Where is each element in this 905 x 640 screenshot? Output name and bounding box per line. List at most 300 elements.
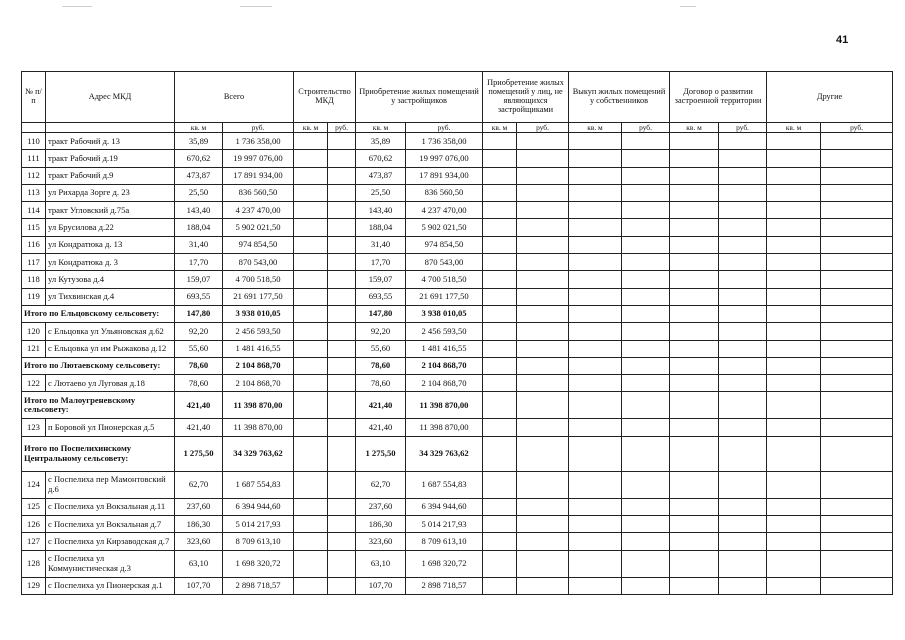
purchase-area: 25,50: [356, 184, 406, 201]
empty-cell: [670, 533, 719, 550]
empty-cell: [483, 202, 517, 219]
construction-area: [294, 323, 328, 340]
total-area: 143,40: [175, 202, 223, 219]
row-number: 116: [22, 236, 46, 253]
empty-cell: [483, 498, 517, 515]
empty-cell: [517, 167, 569, 184]
construction-area: [294, 133, 328, 150]
empty-cell: [767, 550, 821, 577]
empty-cell: [821, 202, 893, 219]
empty-cell: [670, 271, 719, 288]
empty-cell: [670, 288, 719, 305]
construction-rub: [328, 271, 356, 288]
empty-cell: [622, 516, 670, 533]
empty-cell: [569, 533, 622, 550]
empty-cell: [622, 375, 670, 392]
purchase-rub: 5 902 021,50: [406, 219, 483, 236]
empty-cell: [719, 550, 767, 577]
empty-cell: [767, 219, 821, 236]
total-area: 92,20: [175, 323, 223, 340]
col-header-buyout: Выкуп жилых помещений у собственников: [569, 72, 670, 123]
subtotal-row: [22, 436, 893, 471]
empty-cell: [821, 305, 893, 322]
col-header-development-agreement: Договор о развитии застроенной территории: [670, 72, 767, 123]
empty-cell: [483, 305, 517, 322]
purchase-rub: 1 736 358,00: [406, 133, 483, 150]
total-area: 421,40: [175, 392, 223, 419]
total-area: 323,60: [175, 533, 223, 550]
empty-cell: [569, 184, 622, 201]
subtotal-label: Итого по Ельцовскому сельсовету:: [22, 305, 175, 322]
total-rub: 974 854,50: [223, 236, 294, 253]
empty-cell: [622, 340, 670, 357]
unit-label: кв. м: [670, 123, 719, 133]
total-area: 237,60: [175, 498, 223, 515]
row-address: с Поспелиха ул Кирзаводская д.7: [46, 533, 175, 550]
empty-cell: [821, 167, 893, 184]
empty-cell: [670, 236, 719, 253]
row-address: ул Кутузова д.4: [46, 271, 175, 288]
empty-cell: [821, 436, 893, 471]
row-number: 129: [22, 577, 46, 594]
total-rub: 2 104 868,70: [223, 375, 294, 392]
empty-cell: [670, 550, 719, 577]
col-header-purchase-developers: Приобретение жилых помещений у застройщиков: [356, 72, 483, 123]
empty-cell: [569, 498, 622, 515]
purchase-area: 35,89: [356, 133, 406, 150]
empty-cell: [517, 419, 569, 436]
construction-area: [294, 357, 328, 374]
total-area: 55,60: [175, 340, 223, 357]
construction-rub: [328, 471, 356, 498]
row-address: тракт Рабочий д.19: [46, 150, 175, 167]
empty-cell: [517, 340, 569, 357]
row-address: п Боровой ул Пионерская д.5: [46, 419, 175, 436]
table-row: [22, 288, 893, 305]
table-row: [22, 323, 893, 340]
construction-rub: [328, 516, 356, 533]
table-row: [22, 471, 893, 498]
construction-rub: [328, 184, 356, 201]
empty-cell: [719, 323, 767, 340]
empty-cell: [670, 305, 719, 322]
total-rub: 11 398 870,00: [223, 419, 294, 436]
purchase-area: 323,60: [356, 533, 406, 550]
empty-cell: [569, 471, 622, 498]
row-number: 126: [22, 516, 46, 533]
construction-area: [294, 419, 328, 436]
empty-cell: [821, 375, 893, 392]
purchase-rub: 34 329 763,62: [406, 436, 483, 471]
purchase-rub: 6 394 944,60: [406, 498, 483, 515]
empty-cell: [622, 357, 670, 374]
construction-area: [294, 202, 328, 219]
construction-rub: [328, 419, 356, 436]
empty-cell: [483, 357, 517, 374]
empty-cell: [767, 271, 821, 288]
total-rub: 4 237 470,00: [223, 202, 294, 219]
empty-cell: [622, 323, 670, 340]
row-number: 118: [22, 271, 46, 288]
purchase-rub: 1 481 416,55: [406, 340, 483, 357]
table-row: [22, 533, 893, 550]
empty-cell: [517, 271, 569, 288]
empty-cell: [569, 392, 622, 419]
row-address: тракт Рабочий д.9: [46, 167, 175, 184]
purchase-area: 693,55: [356, 288, 406, 305]
empty-cell: [622, 219, 670, 236]
purchase-rub: 4 237 470,00: [406, 202, 483, 219]
empty-cell: [821, 533, 893, 550]
row-address: с Ельцовка ул им Рыжакова д.12: [46, 340, 175, 357]
unit-label: кв. м: [569, 123, 622, 133]
scan-line-3: [680, 6, 696, 7]
empty-cell: [517, 533, 569, 550]
empty-cell: [670, 471, 719, 498]
purchase-rub: 3 938 010,05: [406, 305, 483, 322]
total-rub: 4 700 518,50: [223, 271, 294, 288]
empty-cell: [569, 288, 622, 305]
row-number: 115: [22, 219, 46, 236]
row-address: с Ельцовка ул Ульяновская д.62: [46, 323, 175, 340]
empty-cell: [719, 533, 767, 550]
construction-area: [294, 471, 328, 498]
unit-label: руб.: [821, 123, 893, 133]
empty-cell: [517, 577, 569, 594]
construction-area: [294, 271, 328, 288]
empty-cell: [719, 392, 767, 419]
unit-label: кв. м: [294, 123, 328, 133]
empty-cell: [569, 340, 622, 357]
empty-cell: [719, 305, 767, 322]
subtotal-label: Итого по Малоугреневскому сельсовету:: [22, 392, 175, 419]
purchase-rub: 836 560,50: [406, 184, 483, 201]
construction-area: [294, 236, 328, 253]
empty-cell: [569, 133, 622, 150]
empty-cell: [719, 436, 767, 471]
empty-cell: [517, 392, 569, 419]
empty-cell: [517, 471, 569, 498]
empty-cell: [767, 516, 821, 533]
empty-cell: [517, 184, 569, 201]
empty-cell: [622, 167, 670, 184]
table-row: [22, 577, 893, 594]
construction-area: [294, 577, 328, 594]
purchase-area: 62,70: [356, 471, 406, 498]
purchase-rub: 870 543,00: [406, 254, 483, 271]
construction-area: [294, 305, 328, 322]
table-row: [22, 271, 893, 288]
empty-cell: [670, 436, 719, 471]
row-address: ул Кондратюка д. 3: [46, 254, 175, 271]
row-number: 114: [22, 202, 46, 219]
purchase-area: 78,60: [356, 357, 406, 374]
empty-cell: [483, 550, 517, 577]
row-number: 111: [22, 150, 46, 167]
empty-cell: [821, 498, 893, 515]
total-rub: 3 938 010,05: [223, 305, 294, 322]
empty-cell: [821, 271, 893, 288]
empty-cell: [719, 357, 767, 374]
unit-label: руб.: [517, 123, 569, 133]
row-number: 127: [22, 533, 46, 550]
row-number: 124: [22, 471, 46, 498]
empty-cell: [821, 288, 893, 305]
table-row: [22, 254, 893, 271]
construction-area: [294, 550, 328, 577]
table-row: [22, 167, 893, 184]
empty-cell: [719, 498, 767, 515]
empty-cell: [670, 323, 719, 340]
empty-cell: [670, 340, 719, 357]
construction-rub: [328, 375, 356, 392]
empty-cell: [821, 357, 893, 374]
unit-label: руб.: [622, 123, 670, 133]
total-area: 473,87: [175, 167, 223, 184]
empty-cell: [569, 150, 622, 167]
total-area: 107,70: [175, 577, 223, 594]
empty-cell: [670, 392, 719, 419]
empty-cell: [719, 340, 767, 357]
construction-area: [294, 340, 328, 357]
construction-area: [294, 219, 328, 236]
empty-cell: [767, 357, 821, 374]
construction-rub: [328, 357, 356, 374]
table-row: [22, 202, 893, 219]
purchase-rub: 11 398 870,00: [406, 392, 483, 419]
purchase-area: 143,40: [356, 202, 406, 219]
table-row: [22, 133, 893, 150]
row-number: 112: [22, 167, 46, 184]
unit-label: кв. м: [175, 123, 223, 133]
empty-cell: [821, 471, 893, 498]
empty-cell: [483, 150, 517, 167]
subtotal-label: Итого по Лютаевскому сельсовету:: [22, 357, 175, 374]
empty-cell: [821, 236, 893, 253]
construction-area: [294, 392, 328, 419]
total-rub: 6 394 944,60: [223, 498, 294, 515]
empty-cell: [517, 305, 569, 322]
empty-cell: [767, 436, 821, 471]
row-address: с Поспелиха ул Коммунистическая д.3: [46, 550, 175, 577]
purchase-area: 55,60: [356, 340, 406, 357]
empty-cell: [622, 533, 670, 550]
total-area: 78,60: [175, 375, 223, 392]
empty-cell: [767, 254, 821, 271]
empty-cell: [483, 516, 517, 533]
purchase-rub: 2 104 868,70: [406, 375, 483, 392]
construction-rub: [328, 533, 356, 550]
total-rub: 836 560,50: [223, 184, 294, 201]
purchase-area: 421,40: [356, 419, 406, 436]
table-row: [22, 150, 893, 167]
empty-cell: [483, 271, 517, 288]
empty-cell: [483, 288, 517, 305]
empty-cell: [821, 184, 893, 201]
total-rub: 5 014 217,93: [223, 516, 294, 533]
total-rub: 21 691 177,50: [223, 288, 294, 305]
empty-cell: [821, 340, 893, 357]
purchase-rub: 4 700 518,50: [406, 271, 483, 288]
empty-cell: [719, 184, 767, 201]
subtotal-row: [22, 305, 893, 322]
total-area: 188,04: [175, 219, 223, 236]
empty-cell: [483, 471, 517, 498]
unit-label: кв. м: [767, 123, 821, 133]
row-number: 113: [22, 184, 46, 201]
empty-cell: [622, 471, 670, 498]
purchase-rub: 1 698 320,72: [406, 550, 483, 577]
empty-cell: [767, 167, 821, 184]
unit-blank: [46, 123, 175, 133]
row-address: ул Кондратюка д. 13: [46, 236, 175, 253]
empty-cell: [517, 375, 569, 392]
total-area: 186,30: [175, 516, 223, 533]
total-area: 670,62: [175, 150, 223, 167]
empty-cell: [569, 375, 622, 392]
total-rub: 2 456 593,50: [223, 323, 294, 340]
construction-rub: [328, 436, 356, 471]
empty-cell: [719, 419, 767, 436]
construction-area: [294, 516, 328, 533]
empty-cell: [517, 323, 569, 340]
empty-cell: [767, 184, 821, 201]
empty-cell: [622, 184, 670, 201]
empty-cell: [517, 498, 569, 515]
construction-rub: [328, 305, 356, 322]
empty-cell: [719, 254, 767, 271]
empty-cell: [821, 219, 893, 236]
empty-cell: [569, 236, 622, 253]
subtotal-label: Итого по Поспелихинскому Центральному сельсовету:: [22, 436, 175, 471]
total-rub: 1 481 416,55: [223, 340, 294, 357]
construction-area: [294, 533, 328, 550]
empty-cell: [719, 375, 767, 392]
empty-cell: [569, 550, 622, 577]
total-area: 147,80: [175, 305, 223, 322]
empty-cell: [821, 254, 893, 271]
purchase-rub: 2 898 718,57: [406, 577, 483, 594]
empty-cell: [719, 236, 767, 253]
construction-area: [294, 167, 328, 184]
empty-cell: [670, 202, 719, 219]
empty-cell: [517, 150, 569, 167]
total-rub: 2 898 718,57: [223, 577, 294, 594]
empty-cell: [569, 357, 622, 374]
subtotal-row: [22, 357, 893, 374]
empty-cell: [767, 498, 821, 515]
empty-cell: [622, 550, 670, 577]
purchase-area: 1 275,50: [356, 436, 406, 471]
total-rub: 8 709 613,10: [223, 533, 294, 550]
empty-cell: [719, 202, 767, 219]
empty-cell: [670, 184, 719, 201]
total-area: 62,70: [175, 471, 223, 498]
construction-rub: [328, 498, 356, 515]
total-area: 1 275,50: [175, 436, 223, 471]
empty-cell: [821, 550, 893, 577]
empty-cell: [569, 202, 622, 219]
unit-blank: [22, 123, 46, 133]
empty-cell: [767, 202, 821, 219]
table-row: [22, 184, 893, 201]
row-address: с Поспелиха пер Мамонтовский д.6: [46, 471, 175, 498]
empty-cell: [517, 436, 569, 471]
empty-cell: [767, 323, 821, 340]
construction-rub: [328, 202, 356, 219]
total-rub: 1 687 554,83: [223, 471, 294, 498]
row-number: 125: [22, 498, 46, 515]
empty-cell: [767, 471, 821, 498]
purchase-rub: 21 691 177,50: [406, 288, 483, 305]
empty-cell: [670, 254, 719, 271]
row-address: с Лютаево ул Луговая д.18: [46, 375, 175, 392]
row-address: ул Рихарда Зорге д. 23: [46, 184, 175, 201]
empty-cell: [483, 184, 517, 201]
row-address: с Поспелиха ул Пионерская д.1: [46, 577, 175, 594]
unit-label: кв. м: [483, 123, 517, 133]
total-area: 35,89: [175, 133, 223, 150]
empty-cell: [483, 375, 517, 392]
empty-cell: [483, 219, 517, 236]
empty-cell: [670, 133, 719, 150]
col-header-purchase-non-developers: Приобретение жилых помещений у лиц, не являющихся застройщиками: [483, 72, 569, 123]
empty-cell: [483, 236, 517, 253]
empty-cell: [719, 219, 767, 236]
empty-cell: [670, 419, 719, 436]
empty-cell: [622, 305, 670, 322]
construction-area: [294, 254, 328, 271]
total-rub: 1 736 358,00: [223, 133, 294, 150]
empty-cell: [821, 392, 893, 419]
construction-area: [294, 375, 328, 392]
empty-cell: [483, 392, 517, 419]
row-address: ул Брусилова д.22: [46, 219, 175, 236]
empty-cell: [767, 419, 821, 436]
row-number: 128: [22, 550, 46, 577]
total-rub: 1 698 320,72: [223, 550, 294, 577]
empty-cell: [622, 498, 670, 515]
empty-cell: [569, 271, 622, 288]
housing-program-table: [21, 71, 893, 595]
total-area: 31,40: [175, 236, 223, 253]
empty-cell: [517, 357, 569, 374]
empty-cell: [622, 271, 670, 288]
empty-cell: [483, 340, 517, 357]
empty-cell: [767, 392, 821, 419]
purchase-rub: 17 891 934,00: [406, 167, 483, 184]
unit-label: руб.: [328, 123, 356, 133]
construction-rub: [328, 323, 356, 340]
total-rub: 5 902 021,50: [223, 219, 294, 236]
empty-cell: [767, 305, 821, 322]
empty-cell: [483, 323, 517, 340]
construction-rub: [328, 150, 356, 167]
total-rub: 17 891 934,00: [223, 167, 294, 184]
empty-cell: [719, 288, 767, 305]
empty-cell: [622, 236, 670, 253]
empty-cell: [569, 219, 622, 236]
purchase-area: 473,87: [356, 167, 406, 184]
empty-cell: [670, 516, 719, 533]
empty-cell: [622, 392, 670, 419]
row-number: 121: [22, 340, 46, 357]
construction-area: [294, 184, 328, 201]
row-address: тракт Рабочий д. 13: [46, 133, 175, 150]
construction-area: [294, 498, 328, 515]
empty-cell: [483, 167, 517, 184]
row-number: 117: [22, 254, 46, 271]
